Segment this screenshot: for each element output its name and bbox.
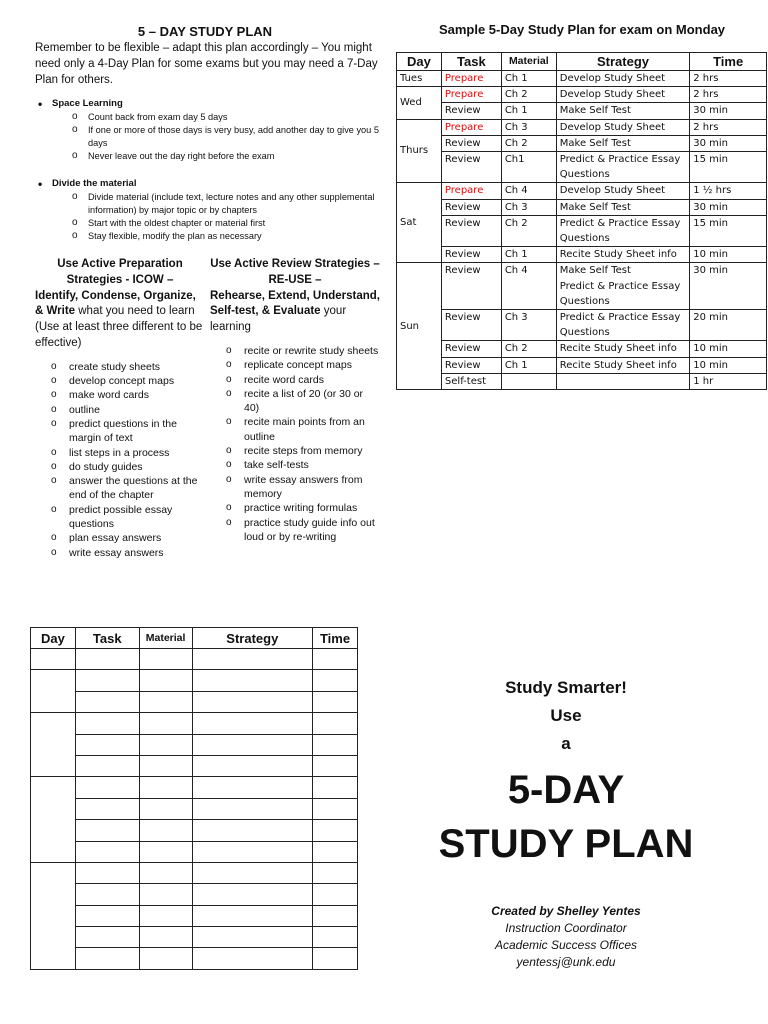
list-item: o take self-tests bbox=[244, 458, 380, 472]
review-heading-rest: your learning bbox=[210, 305, 347, 334]
material-cell: Ch 3 bbox=[501, 119, 556, 135]
time-cell: 20 min bbox=[690, 310, 767, 341]
credits-block bbox=[420, 903, 712, 971]
day-cell[interactable] bbox=[31, 862, 76, 969]
prep-heading-rest: what you need to learn (Use at least three different to be effective) bbox=[35, 305, 203, 349]
strategy-cell: Predict & Practice Essay Questions bbox=[556, 215, 689, 246]
time-cell[interactable] bbox=[313, 905, 358, 926]
day-cell: Sat bbox=[397, 183, 442, 263]
task-cell[interactable] bbox=[75, 798, 139, 819]
task-cell[interactable] bbox=[75, 948, 139, 969]
time-cell: 2 hrs bbox=[690, 87, 767, 103]
prep-heading-bold: Identify, Condense, Organize, & Write bbox=[35, 289, 196, 318]
material-cell bbox=[501, 373, 556, 389]
strategy-cell[interactable] bbox=[192, 841, 313, 862]
table-row bbox=[31, 777, 358, 798]
time-cell[interactable] bbox=[313, 691, 358, 712]
sample-title: Sample 5-Day Study Plan for exam on Monday bbox=[438, 22, 726, 37]
list-item: o practice study guide info out loud or by re-writing bbox=[244, 516, 380, 545]
credits-role: Instruction Coordinator bbox=[505, 921, 627, 935]
task-cell: Review bbox=[441, 247, 501, 263]
column-header: Strategy bbox=[556, 53, 689, 71]
space-learning-list bbox=[52, 98, 382, 163]
strategy-cell: Recite Study Sheet info bbox=[556, 357, 689, 373]
table-row bbox=[397, 310, 767, 341]
sample-header-row bbox=[397, 53, 767, 71]
table-row bbox=[31, 649, 358, 670]
material-cell[interactable] bbox=[139, 670, 192, 691]
task-cell[interactable] bbox=[75, 691, 139, 712]
time-cell: 30 min bbox=[690, 199, 767, 215]
task-cell: Review bbox=[441, 152, 501, 183]
strategy-cell: Recite Study Sheet info bbox=[556, 247, 689, 263]
list-item: o develop concept maps bbox=[69, 374, 205, 388]
table-row bbox=[31, 884, 358, 905]
strategy-cell[interactable] bbox=[192, 862, 313, 883]
material-cell: Ch 4 bbox=[501, 263, 556, 310]
time-cell[interactable] bbox=[313, 927, 358, 948]
material-cell: Ch 3 bbox=[501, 310, 556, 341]
material-cell: Ch 2 bbox=[501, 135, 556, 151]
material-cell: Ch 2 bbox=[501, 341, 556, 357]
list-item: o recite or rewrite study sheets bbox=[244, 344, 380, 358]
strategy-cell[interactable] bbox=[192, 670, 313, 691]
list-item: o practice writing formulas bbox=[244, 501, 380, 515]
day-cell: Wed bbox=[397, 87, 442, 119]
time-cell[interactable] bbox=[313, 734, 358, 755]
list-item: o predict possible essay questions bbox=[69, 503, 205, 532]
table-row bbox=[31, 862, 358, 883]
table-row bbox=[397, 263, 767, 310]
task-cell: Review bbox=[441, 199, 501, 215]
task-cell: Prepare bbox=[441, 71, 501, 87]
table-row bbox=[397, 71, 767, 87]
material-cell: Ch 2 bbox=[501, 215, 556, 246]
sample-plan-table bbox=[396, 52, 767, 390]
time-cell: 15 min bbox=[690, 152, 767, 183]
list-item: o recite a list of 20 (or 30 or 40) bbox=[244, 387, 380, 416]
blank-header-row bbox=[31, 628, 358, 649]
time-cell[interactable] bbox=[313, 862, 358, 883]
strategy-cell: Recite Study Sheet info bbox=[556, 341, 689, 357]
list-item: o make word cards bbox=[69, 388, 205, 402]
table-row bbox=[397, 199, 767, 215]
review-heading: Use Active Review Strategies – RE-USE – bbox=[210, 258, 380, 286]
task-cell: Prepare bbox=[441, 183, 501, 199]
column-header: Day bbox=[31, 628, 76, 649]
time-cell: 2 hrs bbox=[690, 119, 767, 135]
table-row bbox=[31, 820, 358, 841]
time-cell: 30 min bbox=[690, 135, 767, 151]
list-item: o plan essay answers bbox=[69, 531, 205, 545]
list-item: o recite steps from memory bbox=[244, 444, 380, 458]
time-cell: 1 hr bbox=[690, 373, 767, 389]
day-cell[interactable] bbox=[31, 649, 76, 670]
intro-text: Remember to be flexible – adapt this plan accordingly – You might need only a 4-Day Plan for some exams but you may need a 7-Day Plan for others. bbox=[35, 42, 378, 86]
strategy-cell: Make Self Test bbox=[556, 135, 689, 151]
strategy-cell[interactable] bbox=[192, 649, 313, 670]
material-cell[interactable] bbox=[139, 862, 192, 883]
task-cell: Review bbox=[441, 215, 501, 246]
space-learning-label: • Space Learning bbox=[52, 98, 382, 109]
column-header: Material bbox=[501, 53, 556, 71]
table-row bbox=[397, 341, 767, 357]
task-cell: Prepare bbox=[441, 87, 501, 103]
material-cell[interactable] bbox=[139, 820, 192, 841]
strategy-cell: Make Self Test bbox=[556, 199, 689, 215]
task-cell: Review bbox=[441, 357, 501, 373]
column-header: Task bbox=[75, 628, 139, 649]
task-cell[interactable] bbox=[75, 862, 139, 883]
list-item: o create study sheets bbox=[69, 360, 205, 374]
list-item: o Start with the oldest chapter or material first bbox=[88, 217, 382, 230]
task-cell: Prepare bbox=[441, 119, 501, 135]
list-item: o outline bbox=[69, 403, 205, 417]
material-cell[interactable] bbox=[139, 841, 192, 862]
table-row bbox=[397, 183, 767, 199]
material-cell[interactable] bbox=[139, 734, 192, 755]
task-cell: Review bbox=[441, 341, 501, 357]
review-subheading bbox=[210, 289, 380, 336]
time-cell[interactable] bbox=[313, 798, 358, 819]
divide-material-list bbox=[52, 178, 382, 243]
table-row bbox=[31, 798, 358, 819]
time-cell[interactable] bbox=[313, 713, 358, 734]
table-row bbox=[397, 373, 767, 389]
list-item: o write essay answers from memory bbox=[244, 473, 380, 502]
task-cell: Self-test bbox=[441, 373, 501, 389]
table-row bbox=[31, 691, 358, 712]
material-cell: Ch1 bbox=[501, 152, 556, 183]
strategy-cell: Develop Study Sheet bbox=[556, 183, 689, 199]
time-cell: 10 min bbox=[690, 357, 767, 373]
table-row bbox=[31, 948, 358, 969]
task-cell[interactable] bbox=[75, 884, 139, 905]
credits-author: Created by Shelley Yentes bbox=[491, 904, 641, 918]
list-item: o Divide material (include text, lecture notes and any other supplemental information) by major topic or by chapters bbox=[88, 191, 382, 217]
strategy-cell[interactable] bbox=[192, 777, 313, 798]
column-header: Strategy bbox=[192, 628, 313, 649]
table-row bbox=[31, 734, 358, 755]
task-cell: Review bbox=[441, 263, 501, 310]
strategy-cell[interactable] bbox=[192, 691, 313, 712]
task-cell[interactable] bbox=[75, 670, 139, 691]
list-item: o Never leave out the day right before the exam bbox=[88, 150, 382, 163]
strategy-cell: Develop Study Sheet bbox=[556, 87, 689, 103]
task-cell[interactable] bbox=[75, 820, 139, 841]
prep-list bbox=[69, 360, 205, 560]
strategy-cell[interactable] bbox=[192, 798, 313, 819]
task-cell[interactable] bbox=[75, 649, 139, 670]
task-cell[interactable] bbox=[75, 713, 139, 734]
table-row bbox=[397, 215, 767, 246]
time-cell: 30 min bbox=[690, 263, 767, 310]
table-row bbox=[397, 103, 767, 119]
promo-line-4: 5-DAY bbox=[507, 768, 625, 812]
table-row bbox=[31, 713, 358, 734]
material-cell: Ch 1 bbox=[501, 357, 556, 373]
list-item: o recite main points from an outline bbox=[244, 415, 380, 444]
time-cell[interactable] bbox=[313, 649, 358, 670]
list-item: o If one or more of those days is very busy, add another day to give you 5 days bbox=[88, 124, 382, 150]
promo-line-1: Study Smarter! bbox=[505, 678, 627, 697]
table-row bbox=[397, 247, 767, 263]
day-cell: Sun bbox=[397, 263, 442, 390]
column-header: Material bbox=[139, 628, 192, 649]
material-cell[interactable] bbox=[139, 905, 192, 926]
task-cell[interactable] bbox=[75, 734, 139, 755]
table-row bbox=[397, 119, 767, 135]
promo-line-3: a bbox=[561, 734, 571, 753]
promo-line-5: STUDY PLAN bbox=[438, 822, 694, 866]
day-cell[interactable] bbox=[31, 777, 76, 863]
task-cell: Review bbox=[441, 135, 501, 151]
column-header: Task bbox=[441, 53, 501, 71]
day-cell: Tues bbox=[397, 71, 442, 87]
day-cell[interactable] bbox=[31, 670, 76, 713]
strategy-cell: Make Self Test Predict & Practice Essay Questions bbox=[556, 263, 689, 310]
material-cell: Ch 3 bbox=[501, 199, 556, 215]
time-cell: 30 min bbox=[690, 103, 767, 119]
time-cell[interactable] bbox=[313, 670, 358, 691]
strategy-cell[interactable] bbox=[192, 755, 313, 776]
strategy-cell[interactable] bbox=[192, 884, 313, 905]
time-cell[interactable] bbox=[313, 841, 358, 862]
list-item: o predict questions in the margin of text bbox=[69, 417, 205, 446]
task-cell[interactable] bbox=[75, 927, 139, 948]
prep-subheading bbox=[35, 289, 205, 352]
time-cell: 10 min bbox=[690, 341, 767, 357]
table-row bbox=[31, 927, 358, 948]
promo-line-2: Use bbox=[550, 706, 582, 725]
strategy-cell[interactable] bbox=[192, 734, 313, 755]
material-cell[interactable] bbox=[139, 798, 192, 819]
table-row bbox=[397, 357, 767, 373]
list-item: o answer the questions at the end of the chapter bbox=[69, 474, 205, 503]
material-cell[interactable] bbox=[139, 948, 192, 969]
review-heading-bold: Rehearse, Extend, Understand, Self-test, & Evaluate bbox=[210, 289, 380, 318]
task-cell: Review bbox=[441, 103, 501, 119]
time-cell[interactable] bbox=[313, 820, 358, 841]
divide-material-label: • Divide the material bbox=[52, 178, 382, 189]
task-cell[interactable] bbox=[75, 755, 139, 776]
credits-email: yentessj@unk.edu bbox=[516, 955, 616, 969]
task-cell[interactable] bbox=[75, 777, 139, 798]
material-cell: Ch 2 bbox=[501, 87, 556, 103]
prep-strategies-column bbox=[35, 257, 205, 560]
blank-body bbox=[31, 649, 358, 970]
material-cell: Ch 1 bbox=[501, 71, 556, 87]
time-cell: 1 ½ hrs bbox=[690, 183, 767, 199]
time-cell[interactable] bbox=[313, 777, 358, 798]
strategy-cell[interactable] bbox=[192, 820, 313, 841]
material-cell: Ch 1 bbox=[501, 247, 556, 263]
task-cell[interactable] bbox=[75, 841, 139, 862]
column-header: Day bbox=[397, 53, 442, 71]
promo-block bbox=[420, 674, 712, 870]
material-cell[interactable] bbox=[139, 884, 192, 905]
strategy-cell[interactable] bbox=[192, 927, 313, 948]
time-cell: 10 min bbox=[690, 247, 767, 263]
prep-heading: Use Active Preparation Strategies - ICOW – bbox=[57, 258, 183, 286]
table-row bbox=[397, 87, 767, 103]
material-cell: Ch 1 bbox=[501, 103, 556, 119]
task-cell: Review bbox=[441, 310, 501, 341]
list-item: o Stay flexible, modify the plan as necessary bbox=[88, 230, 382, 243]
material-cell: Ch 4 bbox=[501, 183, 556, 199]
strategy-cell: Predict & Practice Essay Questions bbox=[556, 152, 689, 183]
list-item: o Count back from exam day 5 days bbox=[88, 111, 382, 124]
table-row bbox=[31, 670, 358, 691]
strategy-cell[interactable] bbox=[192, 713, 313, 734]
table-row bbox=[397, 135, 767, 151]
material-cell[interactable] bbox=[139, 691, 192, 712]
list-item: o write essay answers bbox=[69, 546, 205, 560]
table-row bbox=[31, 905, 358, 926]
material-cell[interactable] bbox=[139, 755, 192, 776]
strategy-cell: Develop Study Sheet bbox=[556, 71, 689, 87]
material-cell[interactable] bbox=[139, 927, 192, 948]
material-cell[interactable] bbox=[139, 649, 192, 670]
table-row bbox=[31, 755, 358, 776]
table-row bbox=[31, 841, 358, 862]
day-cell: Thurs bbox=[397, 119, 442, 183]
review-list bbox=[244, 344, 380, 544]
time-cell: 15 min bbox=[690, 215, 767, 246]
time-cell[interactable] bbox=[313, 755, 358, 776]
column-header: Time bbox=[313, 628, 358, 649]
material-cell[interactable] bbox=[139, 777, 192, 798]
plan-title: 5 – DAY STUDY PLAN bbox=[137, 24, 273, 39]
list-item: o recite word cards bbox=[244, 373, 380, 387]
strategy-cell bbox=[556, 373, 689, 389]
credits-office: Academic Success Offices bbox=[494, 938, 638, 952]
sample-body bbox=[397, 71, 767, 390]
strategy-cell: Predict & Practice Essay Questions bbox=[556, 310, 689, 341]
day-cell[interactable] bbox=[31, 713, 76, 777]
blank-plan-table bbox=[30, 627, 358, 970]
task-cell[interactable] bbox=[75, 905, 139, 926]
time-cell: 2 hrs bbox=[690, 71, 767, 87]
review-strategies-column bbox=[210, 257, 380, 544]
table-row bbox=[397, 152, 767, 183]
material-cell[interactable] bbox=[139, 713, 192, 734]
strategy-cell[interactable] bbox=[192, 905, 313, 926]
column-header: Time bbox=[690, 53, 767, 71]
strategy-cell[interactable] bbox=[192, 948, 313, 969]
strategy-cell: Make Self Test bbox=[556, 103, 689, 119]
time-cell[interactable] bbox=[313, 948, 358, 969]
list-item: o replicate concept maps bbox=[244, 358, 380, 372]
list-item: o list steps in a process bbox=[69, 446, 205, 460]
time-cell[interactable] bbox=[313, 884, 358, 905]
list-item: o do study guides bbox=[69, 460, 205, 474]
strategy-cell: Develop Study Sheet bbox=[556, 119, 689, 135]
